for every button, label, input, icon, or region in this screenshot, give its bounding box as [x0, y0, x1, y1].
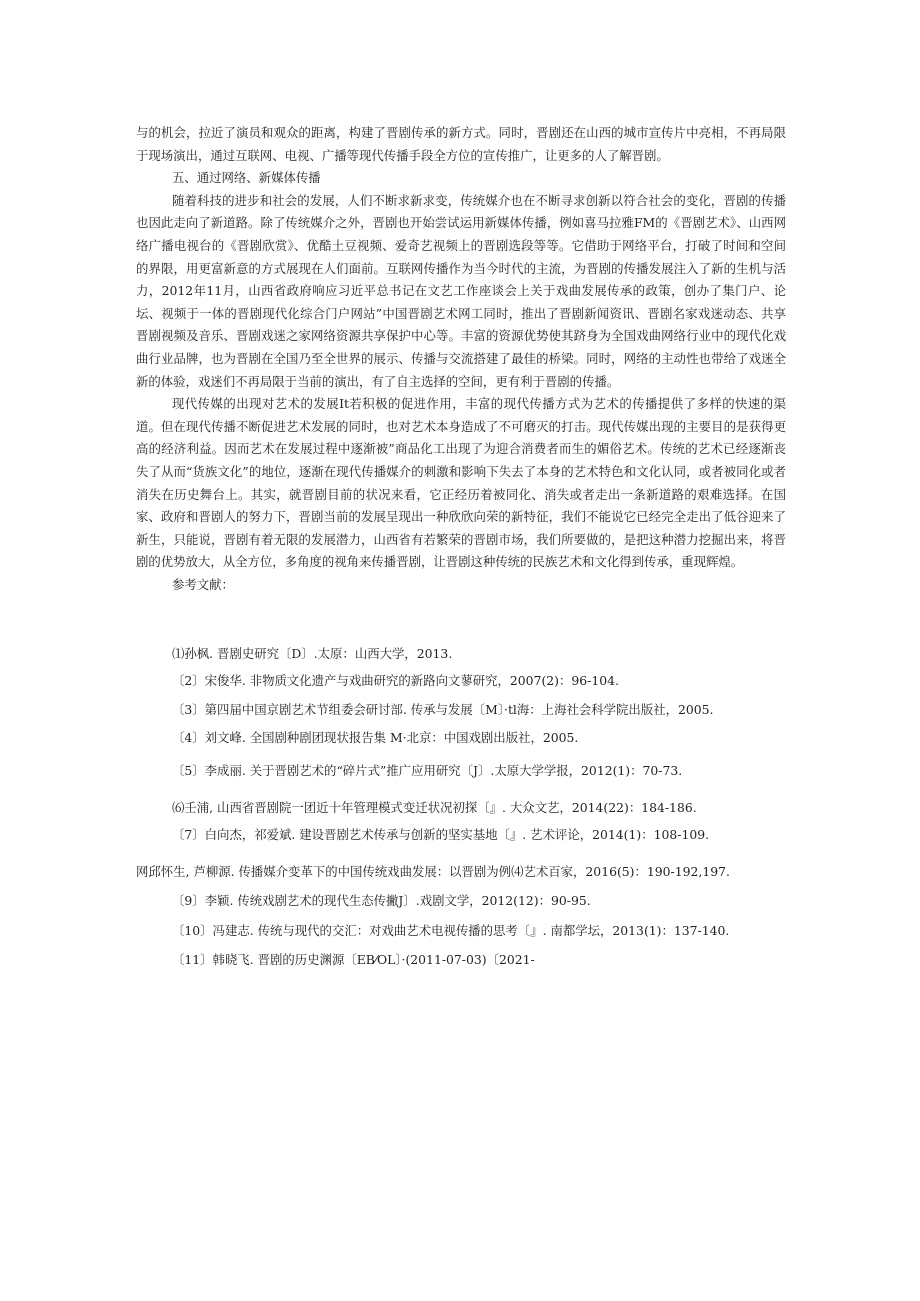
paragraph-modern-media: 现代传媒的出现对艺术的发展It若积极的促进作用，丰富的现代传播方式为艺术的传播提供了多样的快速的渠道。但在现代传播不断促进艺术发展的同时，也对艺术本身造成了不可磨灭的打击。现代传媒出现的主要目的是获得更高的经济利益。因而艺术在发展过程中逐渐被”商品化工出现了为迎合消费者而生的媚俗艺术。传统的艺术已经逐渐丧失了从而“货族文化”的地位，逐渐在现代传播媒介的刺激和影响下失去了本身的艺术特色和文化认同，或者被同化或者消失在历史舞台上。其实，就晋剧目前的状况来看，它正经历着被同化、消失或者走出一条新道路的艰难选择。在国家、政府和晋剧人的努力下，晋剧当前的发展呈现出一种欣欣向荣的新特征，我们不能说它已经完全走出了低谷迎来了新生，只能说，晋剧有着无限的发展潜力，山西省有若繁荣的晋剧市场，我们所要做的，是把这种潜力挖掘出来，将晋剧的优势放大，从全方位，多角度的视角来传播晋剧，让晋剧这种传统的民族艺术和文化得到传承，重现辉煌。 — [136, 396, 786, 570]
reference-item: 〔7〕白向杰，祁爱斌. 建设晋剧艺术传承与创新的坚实基地〔』. 艺术评论，2014(1)：108-109. — [172, 827, 710, 842]
reference-item: 〔5〕李成丽. 关于晋剧艺术的“碎片式”推广应用研究〔J〕.太原大学学报，2012(1)：70-73. — [172, 763, 683, 778]
reference-item: ⑹壬浦, 山西省晋剧院一团近十年管理模式变迁状况初探〔』. 大众文艺，2014(22)：184-186. — [172, 800, 697, 815]
reference-item: 〔9〕李颖. 传统戏剧艺术的现代生态传撇J〕.戏剧文学，2012(12)：90-95. — [172, 893, 591, 908]
paragraph-network-media: 随着科技的进步和社会的发展，人们不断求新求变，传统媒介也在不断寻求创新以符合社会的变化，晋剧的传播也因此走向了新道路。除了传统媒介之外，晋剧也开始尝试运用新媒体传播，例如喜马拉雅FM的《晋剧艺术》、山西网络广播电视台的《晋剧欣赏》、优酷土豆视频、爱奇艺视频上的晋剧选段等等。它借助于网络平台，打破了时间和空间的界限，用更富新意的方式展现在人们面前。互联网传播作为当今时代的主流，为晋剧的传播发展注入了新的生机与活力，2012年11月，山西省政府响应习近平总书记在文艺工作座谈会上关于戏曲发展传承的政策，创办了集门户、论坛、视频于一体的晋剧现代化综合门户网站”中国晋剧艺术网工同时，推出了晋剧新闻资讯、晋剧名家戏迷动态、共享晋剧视频及音乐、晋剧戏迷之家网络资源共享保护中心等。丰富的资源优势使其跻身为全国戏曲网络行业中的现代化戏曲行业品牌，也为晋剧在全国乃至全世界的展示、传播与交流搭建了最佳的桥梁。同时，网络的主动性也带给了戏迷全新的体验，戏迷们不再局限于当前的演出，有了自主选择的空间，更有利于晋剧的传播。 — [136, 192, 786, 389]
reference-item: 〔3〕第四届中国京剧艺术节组委会研讨部. 传承与发展〔M〕·tl海：上海社会科学院出版社，2005. — [172, 702, 714, 717]
reference-item: 〔4〕刘文峰. 全国剧种剧团现状报告集 M·北京：中国戏剧出版社，2005. — [172, 730, 579, 745]
reference-item: ⑴孙枫. 晋剧史研究〔D〕.太原：山西大学，2013. — [172, 646, 453, 661]
reference-item: 〔2〕宋俊华. 非物质文化遗产与戏曲研究的新路向文蓼研究，2007(2)：96-104. — [172, 673, 619, 688]
section-heading: 五、通过网络、新媒体传播 — [171, 170, 321, 186]
reference-item: 〔11〕韩晓飞. 晋剧的历史渊源〔EB⁄OL〕·(2011-07-03)〔2021- — [172, 952, 535, 967]
body-text — [136, 122, 786, 596]
paragraph-continuation: 与的机会，拉近了演员和观众的距离，构建了晋剧传承的新方式。同时，晋剧还在山西的城市宣传片中亮相，不再局限于现场演出，通过互联网、电视、广播等现代传播手段全方位的宣传推广，让更多的人了解晋剧。 — [136, 125, 786, 163]
reference-item: 网邱怀生, 芦柳源. 传播媒介变革下的中国传统戏曲发展：以晋剧为例⑷艺术百家，2016(5)：190-192,197. — [136, 864, 730, 879]
references-title: 参考文献： — [171, 576, 234, 592]
reference-item: 〔10〕冯建志. 传统与现代的交汇：对戏曲艺术电视传播的思考〔』. 南都学坛，2013(1)：137-140. — [172, 923, 730, 938]
